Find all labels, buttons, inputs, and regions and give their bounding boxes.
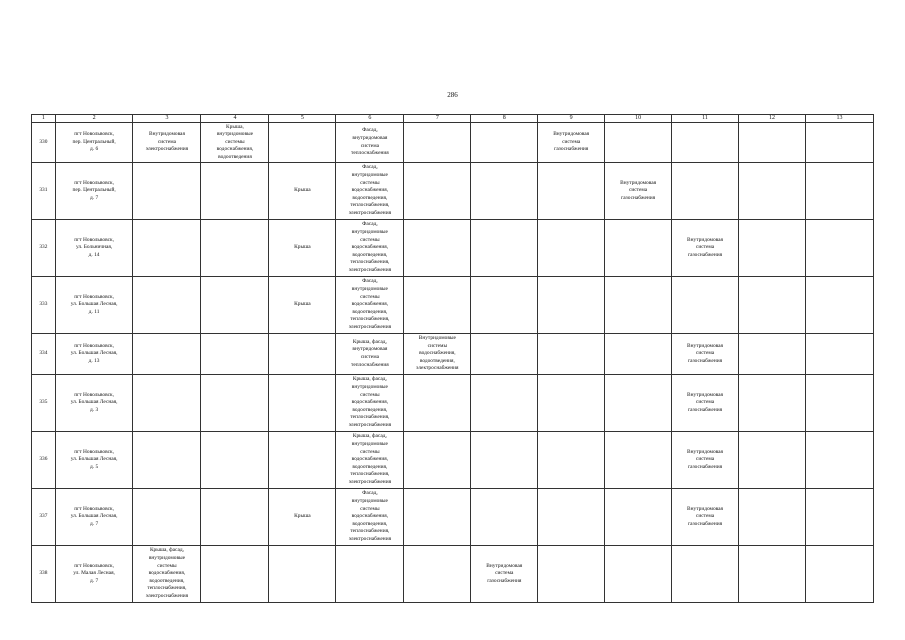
table-cell <box>336 546 404 603</box>
cell-text: 335 <box>39 399 48 406</box>
table-cell <box>133 220 201 277</box>
cell-text: Крыша <box>294 513 311 520</box>
table-cell <box>738 163 805 220</box>
column-number-header: 1 <box>32 115 56 123</box>
table-cell <box>471 334 538 375</box>
cell-text: Фасад, внутридомовые системы водоснабжения, водоотведения, теплоснабжения, электроснабжения <box>348 490 392 542</box>
capital-repair-table <box>31 114 874 603</box>
table-cell <box>605 334 672 375</box>
table-cell <box>672 163 739 220</box>
cell-text: Крыша, внутридомовые системы водоснабжения, водоотведения <box>216 123 254 160</box>
table-cell <box>738 432 805 489</box>
cell-text: Внутридомовая система газоснабжения <box>687 505 723 527</box>
row-number-cell <box>32 123 56 163</box>
table-cell <box>672 546 739 603</box>
table-cell <box>133 375 201 432</box>
cell-text: Внутридомовая система газоснабжения <box>486 562 523 584</box>
address-cell <box>55 432 133 489</box>
cell-text: Внутридомовая система газоснабжения <box>687 448 723 470</box>
table-cell <box>404 163 471 220</box>
table-cell <box>538 163 605 220</box>
column-number-header: 7 <box>404 115 471 123</box>
cell-text: Крыша, фасад, внутридомовые системы водоснабжения, водоотведения, теплоснабжения, электроснабжения <box>348 433 392 485</box>
table-cell <box>605 123 672 163</box>
table-cell <box>404 220 471 277</box>
table-cell <box>404 277 471 334</box>
column-number-header: 3 <box>133 115 201 123</box>
table-cell <box>201 375 269 432</box>
table-cell <box>133 489 201 546</box>
table-cell <box>672 489 739 546</box>
table-cell <box>133 163 201 220</box>
row-number-cell <box>32 220 56 277</box>
column-number-header: 4 <box>201 115 269 123</box>
cell-text: Крыша, фасад, внутридомовая система теплоснабжения <box>351 338 389 368</box>
address-cell <box>55 334 133 375</box>
address-cell <box>55 277 133 334</box>
table-cell <box>538 546 605 603</box>
table-cell <box>605 489 672 546</box>
column-number-header: 6 <box>336 115 404 123</box>
table-cell <box>538 375 605 432</box>
table-row <box>32 489 874 546</box>
table-cell <box>269 123 336 163</box>
table-cell <box>738 489 805 546</box>
table-cell <box>471 220 538 277</box>
column-number-header: 12 <box>738 115 805 123</box>
table-cell <box>672 375 739 432</box>
table-cell <box>672 123 739 163</box>
cell-text: Внутридомовая система газоснабжения <box>687 236 723 258</box>
table-cell <box>738 334 805 375</box>
cell-text: Внутридомовая система газоснабжения <box>620 179 657 201</box>
cell-text: Крыша <box>294 187 311 194</box>
table-cell <box>471 163 538 220</box>
row-number-cell <box>32 489 56 546</box>
table-cell <box>336 277 404 334</box>
table-cell <box>404 546 471 603</box>
table-cell <box>738 277 805 334</box>
column-number-header: 11 <box>672 115 739 123</box>
cell-text: Крыша <box>294 301 311 308</box>
table-cell <box>269 489 336 546</box>
table-cell <box>133 334 201 375</box>
table-cell <box>805 277 873 334</box>
cell-text: 338 <box>39 570 48 577</box>
table-cell <box>269 220 336 277</box>
cell-text: пгт Новольвовск, пер. Центральный, д. 7 <box>72 179 116 201</box>
column-number-header: 13 <box>805 115 873 123</box>
cell-text: пгт Новольвовск, ул. Больничная, д. 14 <box>74 236 114 258</box>
table-cell <box>805 432 873 489</box>
table-cell <box>672 334 739 375</box>
address-cell <box>55 546 133 603</box>
table-cell <box>269 546 336 603</box>
table-cell <box>201 277 269 334</box>
table-cell <box>738 123 805 163</box>
table-cell <box>605 220 672 277</box>
table-cell <box>404 375 471 432</box>
cell-text: 336 <box>39 456 48 463</box>
table-cell <box>269 277 336 334</box>
cell-text: Внутридомовая система газоснабжения <box>553 131 590 153</box>
address-cell <box>55 123 133 163</box>
cell-text: пгт Новольвовск, ул. Большая Лесная, д. 7 <box>70 505 118 527</box>
table-cell <box>336 123 404 163</box>
table-row <box>32 375 874 432</box>
cell-text: Внутридомовая система газоснабжения <box>687 342 723 364</box>
table-cell <box>738 546 805 603</box>
table-cell <box>738 220 805 277</box>
table-cell <box>133 432 201 489</box>
table-cell <box>605 375 672 432</box>
row-number-cell <box>32 375 56 432</box>
table-cell <box>805 163 873 220</box>
table-cell <box>538 432 605 489</box>
cell-text: 334 <box>39 350 48 357</box>
table-cell <box>805 489 873 546</box>
row-number-cell <box>32 277 56 334</box>
cell-text: Крыша <box>294 244 311 251</box>
address-cell <box>55 220 133 277</box>
cell-text: пгт Новольвовск, ул. Большая Лесная, д. 5 <box>70 448 118 470</box>
cell-text: 331 <box>39 187 48 194</box>
table-cell <box>538 334 605 375</box>
row-number-cell <box>32 334 56 375</box>
cell-text: Внутридомовая система газоснабжения <box>687 391 723 413</box>
table-cell <box>336 163 404 220</box>
cell-text: Фасад, внутридомовые системы водоснабжения, водоотведения, теплоснабжения, электроснабжения <box>348 221 392 273</box>
table-cell <box>471 375 538 432</box>
cell-text: пгт Новольвовск, пер. Центральный, д. 6 <box>72 131 116 153</box>
cell-text: Фасад, внутридомовые системы водоснабжения, водоотведения, теплоснабжения, электроснабжения <box>348 164 392 216</box>
table-cell <box>538 123 605 163</box>
table-cell <box>605 546 672 603</box>
table-cell <box>404 334 471 375</box>
column-number-header: 2 <box>55 115 133 123</box>
table-cell <box>805 220 873 277</box>
table-cell <box>269 163 336 220</box>
cell-text: Фасад, внутридомовые системы водоснабжения, водоотведения, теплоснабжения, электроснабжения <box>348 278 392 330</box>
table-cell <box>404 432 471 489</box>
table-cell <box>471 546 538 603</box>
cell-text: 332 <box>39 244 48 251</box>
table-cell <box>471 123 538 163</box>
table-cell <box>605 163 672 220</box>
table-cell <box>201 546 269 603</box>
table-cell <box>336 489 404 546</box>
table-cell <box>201 163 269 220</box>
table-cell <box>471 489 538 546</box>
table-cell <box>133 277 201 334</box>
table-row <box>32 277 874 334</box>
cell-text: 330 <box>39 138 48 145</box>
cell-text: Внутридомовая система электроснабжения <box>145 131 189 153</box>
table-cell <box>672 432 739 489</box>
table-cell <box>404 489 471 546</box>
table-cell <box>538 277 605 334</box>
table-cell <box>201 123 269 163</box>
cell-text: пгт Новольвовск, ул. Малая Лесная, д. 7 <box>73 562 115 584</box>
cell-text: пгт Новольвовск, ул. Большая Лесная, д. 11 <box>70 293 118 315</box>
cell-text: Крыша, фасад, внутридомовые системы водоснабжения, водоотведения, теплоснабжения, электроснабжения <box>348 376 392 428</box>
address-cell <box>55 489 133 546</box>
table-cell <box>471 432 538 489</box>
table-cell <box>805 546 873 603</box>
column-number-header: 8 <box>471 115 538 123</box>
table-cell <box>201 432 269 489</box>
table-cell <box>336 334 404 375</box>
row-number-cell <box>32 546 56 603</box>
table-cell <box>605 432 672 489</box>
table-cell <box>538 489 605 546</box>
row-number-cell <box>32 163 56 220</box>
table-cell <box>538 220 605 277</box>
table-cell <box>805 334 873 375</box>
table-cell <box>133 123 201 163</box>
table-cell <box>269 432 336 489</box>
column-number-header: 5 <box>269 115 336 123</box>
page-number: 286 <box>447 91 458 99</box>
table-cell <box>201 220 269 277</box>
cell-text: Внутридомовые системы водоснабжения, водоотведения, электроснабжения <box>416 335 459 372</box>
table-cell <box>269 334 336 375</box>
cell-text: пгт Новольвовск, ул. Большая Лесная, д. 13 <box>70 342 118 364</box>
table-cell <box>738 375 805 432</box>
column-number-header: 10 <box>605 115 672 123</box>
table-cell <box>336 432 404 489</box>
table-row <box>32 432 874 489</box>
cell-text: пгт Новольвовск, ул. Большая Лесная, д. 3 <box>70 391 118 413</box>
cell-text: Фасад, внутридомовая система теплоснабжения <box>351 127 389 157</box>
row-number-cell <box>32 432 56 489</box>
table-cell <box>336 220 404 277</box>
table-row <box>32 163 874 220</box>
address-cell <box>55 375 133 432</box>
table-cell <box>201 334 269 375</box>
table-row <box>32 220 874 277</box>
column-number-header: 9 <box>538 115 605 123</box>
table-row <box>32 123 874 163</box>
table-cell <box>672 220 739 277</box>
table-cell <box>605 277 672 334</box>
table-cell <box>672 277 739 334</box>
table-cell <box>201 489 269 546</box>
cell-text: 337 <box>39 513 48 520</box>
table-cell <box>805 123 873 163</box>
table-row <box>32 546 874 603</box>
address-cell <box>55 163 133 220</box>
table-cell <box>133 546 201 603</box>
table-cell <box>336 375 404 432</box>
table-cell <box>404 123 471 163</box>
header-row <box>32 115 874 123</box>
cell-text: Крыша, фасад, внутридомовые системы водоснабжения, водоотведения, теплоснабжения, электроснабжения <box>145 547 189 599</box>
cell-text: 333 <box>39 301 48 308</box>
table-row <box>32 334 874 375</box>
table-cell <box>805 375 873 432</box>
table-cell <box>269 375 336 432</box>
table-cell <box>471 277 538 334</box>
